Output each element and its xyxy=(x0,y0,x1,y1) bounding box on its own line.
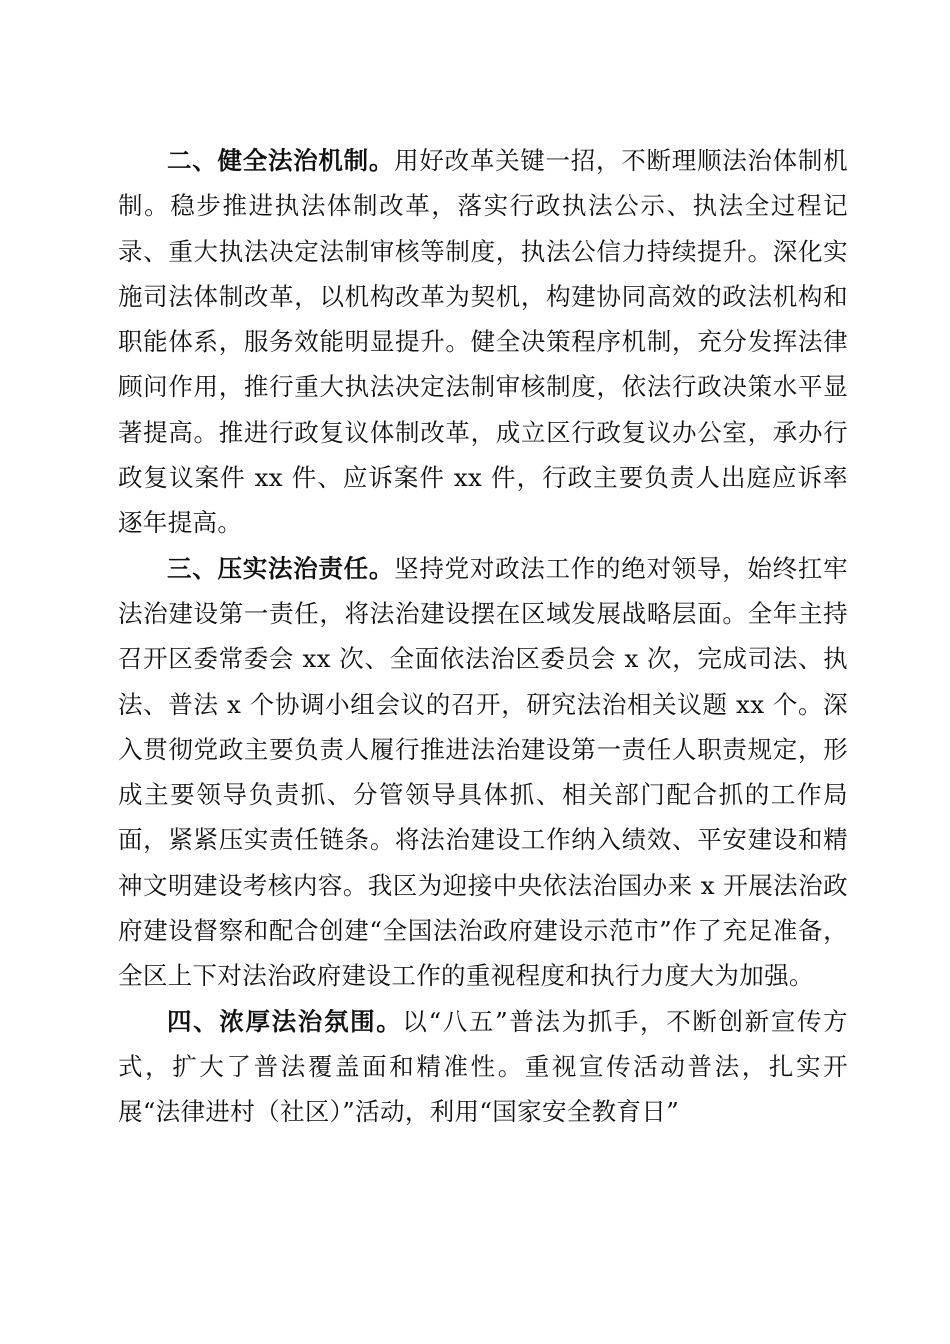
paragraph-heading: 二、健全法治机制。 xyxy=(167,146,395,175)
paragraph-text: 用好改革关键一招，不断理顺法治体制机制。稳步推进执法体制改革，落实行政执法公示、执法全过程记录、重大执法决定法制审核等制度，执法公信力持续提升。深化实施司法体制改革，以机构改革为契机，构建协同高效的政法机构和职能体系，服务效能明显提升。健全决策程序机制，充分发挥法律顾问作用，推行重大执法决定法制审核制度，依法行政决策水平显著提高。推进行政复议体制改革，成立区行政复议办公室，承办行政复议案件 xx 件、应诉案件 xx 件，行政主要负责人出庭应诉率逐年提高。 xyxy=(118,146,848,538)
paragraph-heading: 三、压实法治责任。 xyxy=(167,553,395,583)
document-body xyxy=(118,138,848,1135)
paragraph-legal-responsibility xyxy=(118,546,848,999)
paragraph-heading: 四、浓厚法治氛围。 xyxy=(167,1006,403,1036)
paragraph-legal-atmosphere xyxy=(118,999,848,1135)
paragraph-legal-mechanism xyxy=(118,138,848,546)
paragraph-text: 坚持党对政法工作的绝对领导，始终扛牢法治建设第一责任，将法治建设摆在区域发展战略层面。全年主持召开区委常委会 xx 次、全面依法治区委员会 x 次，完成司法、执法、普法 x 个协调小组会议的召开，研究法治相关议题 xx 个。深入贯彻党政主要负责人履行推进法治建设第一责任人职责规定，形成主要领导负责抓、分管领导具体抓、相关部门配合抓的工作局面，紧紧压实责任链条。将法治建设工作纳入绩效、平安建设和精神文明建设考核内容。我区为迎接中央依法治国办来 x 开展法治政府建设督察和配合创建“全国法治政府建设示范市”作了充足准备，全区上下对法治政府建设工作的重视程度和执行力度大为加强。 xyxy=(118,553,848,991)
paragraph-text: 以“八五”普法为抓手，不断创新宣传方式，扩大了普法覆盖面和精准性。重视宣传活动普法，扎实开展“法律进村（社区）”活动，利用“国家安全教育日” xyxy=(118,1006,848,1127)
